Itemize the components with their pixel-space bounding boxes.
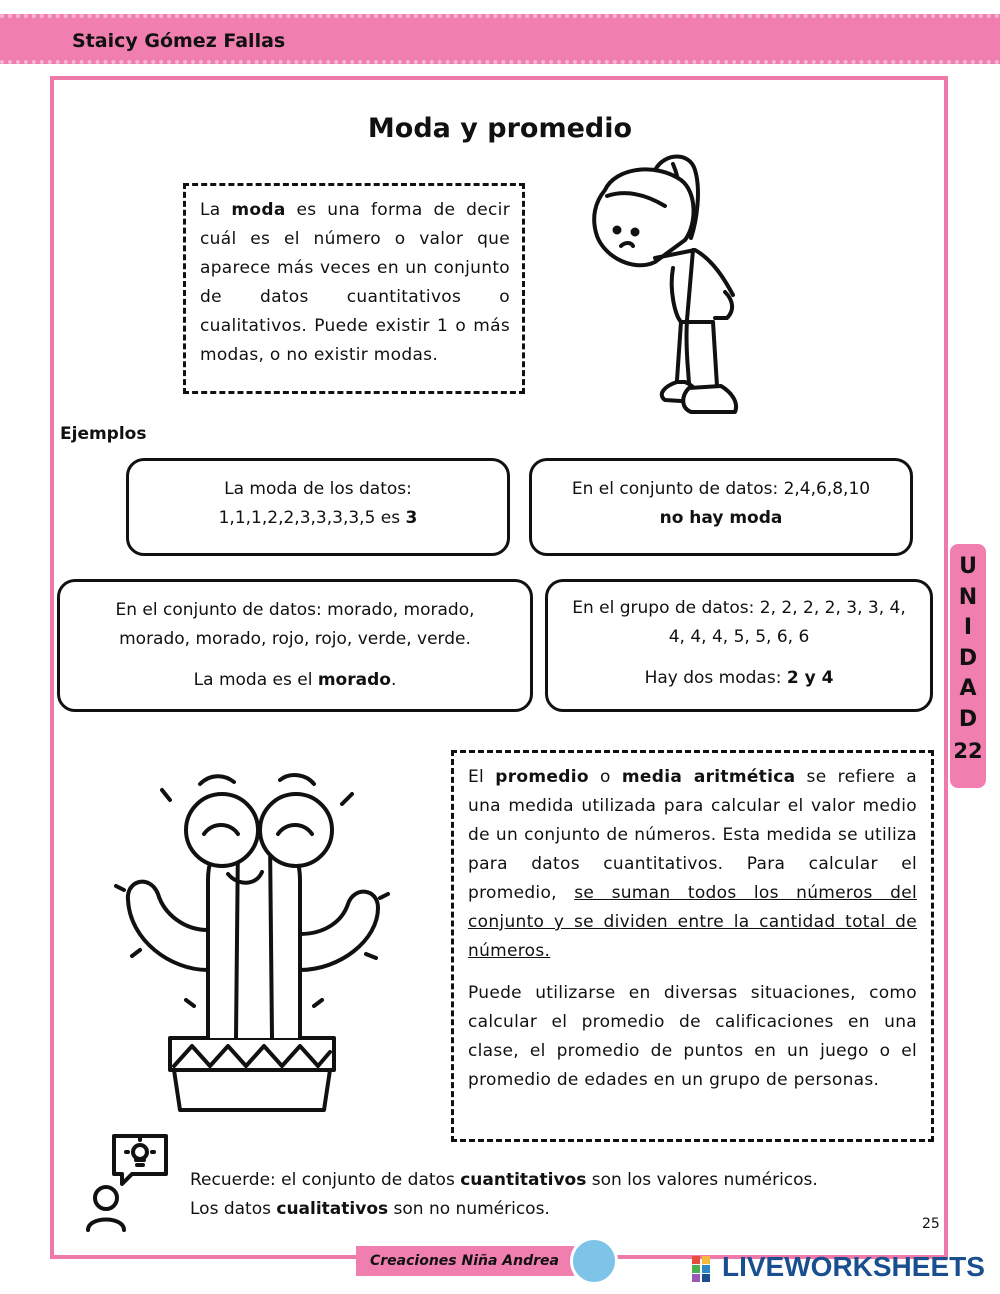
cactus-illustration: [110, 770, 400, 1115]
media-aritmetica-keyword: media aritmética: [621, 767, 796, 787]
promedio-uses: Puede utilizarse en diversas situaciones, como calcular el promedio de calificaciones en una clase, el promedio de puntos en un juego o el promedio de edades en un grupo de personas.: [468, 983, 917, 1090]
promedio-definition-box: El promedio o media aritmética se refiere a una medida utilizada para calcular el valor medio de un conjunto de números. Esta medida se utiliza para datos cuantitativos. Para calcular el promedio, se suman todos los números del conjunto y se dividen entre la cantidad total de números. Puede utilizarse en diversas situaciones, como calcular el promedio de calificaciones en una clase, el promedio de puntos en un juego o el promedio de edades en un grupo de personas.: [451, 750, 934, 1142]
moda-definition-box: La moda es una forma de decir cuál es el número o valor que aparece más veces en un conjunto de datos cuantitativos o cualitativos. Puede existir 1 o más modas, o no existir modas.: [183, 183, 525, 394]
brand-logo-icon: [570, 1237, 618, 1285]
examples-label: Ejemplos: [60, 424, 147, 444]
moda-keyword: moda: [231, 200, 286, 220]
author-name: Staicy Gómez Fallas: [72, 30, 286, 52]
reminder-text: Recuerde: el conjunto de datos cuantitativos son los valores numéricos. Los datos cualitativos son no numéricos.: [190, 1170, 818, 1219]
liveworksheets-logo-icon: [692, 1256, 722, 1282]
liveworksheets-watermark[interactable]: LIVEWORKSHEETS: [722, 1251, 985, 1282]
girl-illustration: [585, 150, 755, 420]
promedio-keyword: promedio: [495, 767, 589, 787]
unit-tab: [950, 544, 986, 788]
example-box-1: La moda de los datos: 1,1,1,2,2,3,3,3,3,5 es 3: [126, 458, 510, 556]
example-box-3: En el conjunto de datos: morado, morado, morado, morado, rojo, rojo, verde, verde. La moda es el morado.: [57, 579, 533, 712]
unit-label: U N I D A D: [958, 554, 978, 732]
page-number: 25: [922, 1216, 940, 1232]
footer-brand: Creaciones Niña Andrea: [370, 1253, 559, 1269]
example-box-2: En el conjunto de datos: 2,4,6,8,10 no hay moda: [529, 458, 913, 556]
example-box-4: En el grupo de datos: 2, 2, 2, 2, 3, 3, 4, 4, 4, 4, 5, 5, 6, 6 Hay dos modas: 2 y 4: [545, 579, 933, 712]
unit-number: 22: [953, 739, 983, 763]
promedio-procedure: se suman todos los números del conjunto y se dividen entre la cantidad total de números.: [468, 883, 917, 961]
person-idea-icon: [84, 1132, 174, 1234]
page-title: Moda y promedio: [367, 113, 633, 144]
